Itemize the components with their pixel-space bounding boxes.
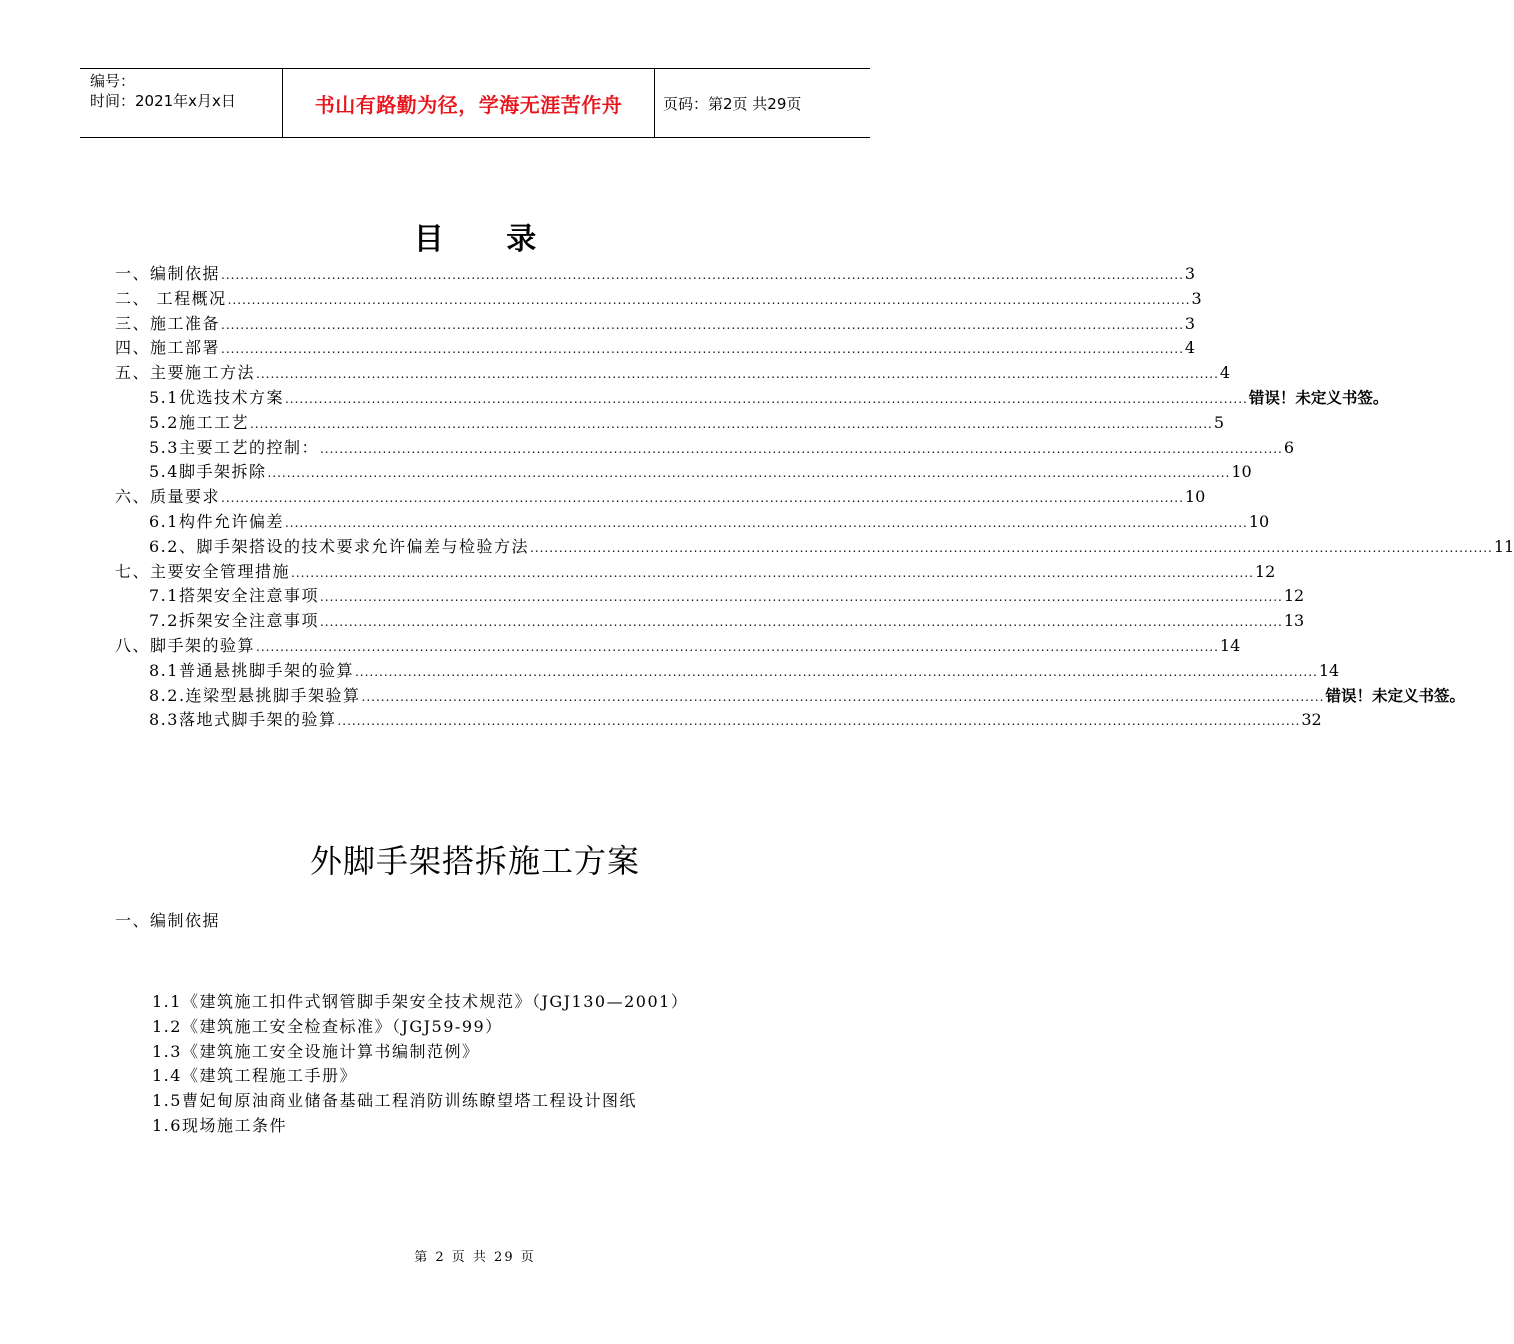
toc-entry-label: 5.3主要工艺的控制：: [149, 437, 319, 457]
toc-leader-dots: ........................................................................................................................................................................................................: [221, 268, 1184, 282]
toc-entry[interactable]: [115, 534, 1514, 559]
toc-entry[interactable]: [115, 559, 1276, 584]
toc-leader-dots: ........................................................................................................................................................................................................: [291, 565, 1254, 580]
toc-entry[interactable]: [115, 435, 1295, 460]
toc-leader-dots: ........................................................................................................................................................................................................: [361, 689, 1325, 704]
toc-leader-dots: ........................................................................................................................................................................................................: [284, 391, 1248, 406]
toc-entry[interactable]: [115, 608, 1305, 633]
toc-leader-dots: ........................................................................................................................................................................................................: [284, 515, 1248, 530]
toc-entry-label: 8.3落地式脚手架的验算: [149, 710, 337, 730]
page-header: [80, 68, 870, 138]
toc-entry-page: 12: [1254, 561, 1276, 581]
toc-entry-page: 错误！未定义书签。: [1325, 686, 1465, 705]
toc-entry-label: 三、施工准备: [115, 313, 221, 333]
table-of-contents: [115, 261, 1514, 732]
toc-entry-page: 10: [1184, 487, 1206, 507]
toc-entry-page: 14: [1219, 635, 1241, 655]
toc-leader-dots: ........................................................................................................................................................................................................: [319, 590, 1283, 605]
toc-leader-dots: ........................................................................................................................................................................................................: [354, 664, 1318, 679]
toc-entry[interactable]: [115, 583, 1305, 608]
toc-leader-dots: ........................................................................................................................................................................................................: [319, 615, 1283, 630]
toc-entry-page: 5: [1213, 412, 1225, 432]
toc-entry[interactable]: [115, 509, 1270, 534]
toc-entry[interactable]: [115, 286, 1202, 311]
toc-entry-page: 4: [1219, 363, 1231, 383]
toc-leader-dots: ........................................................................................................................................................................................................: [221, 317, 1184, 332]
toc-entry-page: 6: [1283, 437, 1295, 457]
toc-entry-label: 5.2施工工艺: [149, 412, 249, 432]
toc-entry-label: 5.1优选技术方案: [149, 387, 284, 407]
toc-entry-page: 错误！未定义书签。: [1248, 388, 1389, 407]
basis-item: 1.2《建筑施工安全检查标准》（JGJ59-99）: [152, 1016, 503, 1036]
toc-leader-dots: ........................................................................................................................................................................................................: [337, 714, 1301, 729]
toc-entry[interactable]: [115, 658, 1340, 683]
basis-item: 1.6现场施工条件: [152, 1115, 287, 1135]
toc-entry-label: 五、主要施工方法: [115, 363, 256, 383]
toc-entry-label: 8.1普通悬挑脚手架的验算: [149, 660, 354, 680]
page-footer: 第 2 页 共 29 页: [414, 1250, 536, 1265]
toc-entry-page: 12: [1283, 586, 1305, 606]
toc-entry[interactable]: [115, 385, 1389, 410]
header-time-label: 时间：2021年x月x日: [90, 92, 236, 110]
toc-entry-page: 14: [1318, 660, 1340, 680]
document-title: 外脚手架搭拆施工方案: [309, 842, 640, 880]
toc-entry-label: 四、施工部署: [115, 338, 221, 358]
header-number-label: 编号：: [90, 72, 136, 90]
basis-item: 1.3《建筑施工安全设施计算书编制范例》: [152, 1041, 480, 1061]
toc-entry-label: 8.2.连梁型悬挑脚手架验算: [149, 685, 361, 705]
toc-entry-page: 10: [1231, 462, 1252, 482]
toc-entry-label: 7.1搭架安全注意事项: [149, 586, 319, 606]
toc-entry-page: 3: [1184, 264, 1196, 283]
toc-entry-page: 3: [1184, 313, 1196, 333]
toc-leader-dots: ........................................................................................................................................................................................................: [319, 441, 1283, 456]
toc-leader-dots: ........................................................................................................................................................................................................: [529, 540, 1493, 555]
toc-leader-dots: ........................................................................................................................................................................................................: [221, 342, 1184, 357]
toc-entry-label: 6.1构件允许偏差: [149, 511, 284, 531]
toc-entry-page: 10: [1248, 511, 1270, 531]
toc-title: 目 录: [413, 222, 563, 257]
toc-entry[interactable]: [115, 261, 1196, 286]
toc-entry[interactable]: [115, 683, 1465, 708]
section-heading: 一、编制依据: [115, 911, 221, 930]
toc-entry-label: 7.2拆架安全注意事项: [149, 611, 319, 631]
toc-entry[interactable]: [115, 633, 1241, 658]
header-motto: 书山有路勤为径，学海无涯苦作舟: [283, 69, 655, 137]
basis-item: 1.4《建筑工程施工手册》: [152, 1066, 357, 1086]
toc-leader-dots: ........................................................................................................................................................................................................: [227, 292, 1191, 307]
toc-entry-label: 八、脚手架的验算: [115, 635, 256, 655]
toc-entry-label: 5.4脚手架拆除: [149, 462, 267, 482]
toc-entry-label: 六、质量要求: [115, 487, 221, 507]
toc-entry-label: 一、编制依据: [115, 264, 221, 283]
header-page-info: 页码：第2页 共29页: [663, 94, 802, 113]
toc-entry[interactable]: [115, 311, 1196, 336]
basis-item: 1.5曹妃甸原油商业储备基础工程消防训练瞭望塔工程设计图纸: [152, 1091, 637, 1111]
toc-leader-dots: ........................................................................................................................................................................................................: [249, 416, 1213, 431]
toc-entry-label: 七、主要安全管理措施: [115, 561, 291, 581]
toc-leader-dots: ........................................................................................................................................................................................................: [221, 491, 1184, 506]
toc-entry[interactable]: [115, 360, 1231, 385]
header-meta: [80, 69, 283, 137]
toc-entry[interactable]: [115, 707, 1322, 732]
toc-entry[interactable]: [115, 335, 1196, 360]
toc-entry[interactable]: [115, 410, 1225, 435]
toc-entry-page: 13: [1283, 611, 1305, 631]
toc-entry-page: 4: [1184, 338, 1196, 358]
toc-leader-dots: ........................................................................................................................................................................................................: [256, 367, 1219, 382]
toc-entry-page: 3: [1191, 288, 1202, 308]
basis-item: 1.1《建筑施工扣件式钢管脚手架安全技术规范》（JGJ130—2001）: [152, 992, 689, 1011]
toc-entry-label: 6.2、脚手架搭设的技术要求允许偏差与检验方法: [149, 536, 529, 556]
toc-leader-dots: ........................................................................................................................................................................................................: [256, 639, 1219, 654]
toc-entry[interactable]: [115, 459, 1252, 484]
toc-leader-dots: ........................................................................................................................................................................................................: [267, 466, 1231, 481]
toc-entry-page: 32: [1301, 710, 1322, 730]
toc-entry-label: 二、 工程概况: [115, 288, 227, 308]
basis-list: [152, 990, 688, 1139]
toc-entry[interactable]: [115, 484, 1206, 509]
toc-entry-page: 11: [1493, 536, 1514, 556]
